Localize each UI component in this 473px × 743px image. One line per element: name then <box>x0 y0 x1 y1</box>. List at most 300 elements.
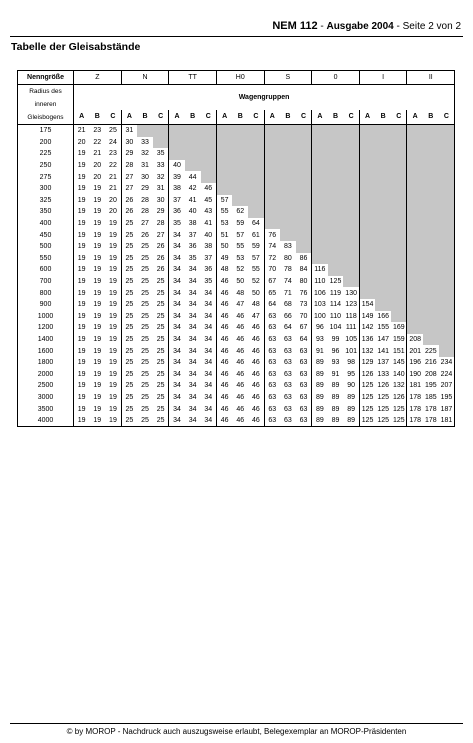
spacing-value-cell: 46 <box>236 335 245 343</box>
spacing-value-cell: 34 <box>201 368 217 380</box>
scale-header-z: Z <box>74 71 122 85</box>
shaded-cell <box>375 137 391 149</box>
spacing-value-cell: 34 <box>188 301 197 309</box>
spacing-value-cell: 34 <box>201 299 217 311</box>
spacing-value-cell: 34 <box>173 382 181 390</box>
shaded-cell <box>280 229 296 241</box>
scale-header-ii: II <box>407 71 455 85</box>
spacing-value-cell: 25 <box>141 289 149 297</box>
spacing-value-cell: 47 <box>248 311 264 323</box>
spacing-value-cell: 27 <box>125 173 134 181</box>
shaded-cell <box>201 148 217 160</box>
spacing-value-cell: 129 <box>361 359 374 367</box>
spacing-value-cell: 19 <box>93 266 102 274</box>
table-row <box>18 368 455 380</box>
spacing-value-cell: 26 <box>153 241 169 253</box>
spacing-value-cell: 34 <box>188 382 197 390</box>
spacing-value-cell: 46 <box>236 370 245 378</box>
shaded-cell <box>407 171 423 183</box>
shaded-cell <box>232 148 248 160</box>
radius-cell: 1400 <box>18 334 74 346</box>
table-row <box>18 380 455 392</box>
spacing-value-cell: 125 <box>361 393 374 401</box>
spacing-value-cell: 63 <box>283 393 292 401</box>
subgroup-header-row <box>18 110 455 125</box>
shaded-cell <box>328 171 344 183</box>
shaded-cell <box>439 218 455 230</box>
spacing-value-cell: 61 <box>248 229 264 241</box>
spacing-value-cell: 20 <box>77 138 86 146</box>
spacing-value-cell: 29 <box>153 206 169 218</box>
spacing-value-cell: 64 <box>248 218 264 230</box>
spacing-value-cell: 34 <box>201 392 217 404</box>
spacing-value-cell: 185 <box>424 393 437 401</box>
spacing-value-cell: 71 <box>283 289 292 297</box>
subgroup-header-b: B <box>89 110 105 125</box>
spacing-value-cell: 19 <box>105 229 121 241</box>
shaded-cell <box>312 160 328 172</box>
shaded-cell <box>423 334 439 346</box>
spacing-value-cell: 19 <box>77 173 86 181</box>
spacing-value-cell: 46 <box>220 278 229 286</box>
spacing-value-cell: 19 <box>77 359 86 367</box>
spacing-value-cell: 40 <box>188 208 197 216</box>
radius-label-line: inneren <box>34 101 57 108</box>
shaded-cell <box>359 171 375 183</box>
shaded-cell <box>201 125 217 137</box>
spacing-value-cell: 116 <box>314 266 326 274</box>
spacing-value-cell: 83 <box>283 243 292 251</box>
spacing-value-cell: 25 <box>105 125 121 137</box>
radius-cell: 450 <box>18 229 74 241</box>
spacing-value-cell: 52 <box>248 276 264 288</box>
shaded-cell <box>343 218 359 230</box>
spacing-value-cell: 19 <box>93 301 102 309</box>
spacing-value-cell: 19 <box>77 405 86 413</box>
scale-header-n: N <box>121 71 169 85</box>
spacing-value-cell: 63 <box>268 312 277 320</box>
spacing-value-cell: 62 <box>236 208 245 216</box>
spacing-value-cell: 63 <box>268 359 277 367</box>
page-number: Seite 2 von 2 <box>402 21 461 32</box>
spacing-value-cell: 34 <box>201 334 217 346</box>
table-row <box>18 322 455 334</box>
spacing-value-cell: 25 <box>141 347 149 355</box>
spacing-value-cell: 159 <box>391 334 407 346</box>
subgroup-header-c: C <box>105 110 121 125</box>
spacing-value-cell: 96 <box>331 347 340 355</box>
spacing-value-cell: 89 <box>343 415 359 427</box>
shaded-cell <box>328 160 344 172</box>
spacing-value-cell: 34 <box>173 393 181 401</box>
spacing-value-cell: 195 <box>424 382 437 390</box>
shaded-cell <box>391 276 407 288</box>
spacing-value-cell: 20 <box>93 173 102 181</box>
spacing-value-cell: 46 <box>220 359 229 367</box>
shaded-cell <box>328 183 344 195</box>
shaded-cell <box>375 253 391 265</box>
spacing-value-cell: 25 <box>125 266 134 274</box>
spacing-value-cell: 25 <box>153 380 169 392</box>
radius-label-line: Radius des <box>29 88 62 95</box>
shaded-cell <box>137 125 153 137</box>
header-rule <box>10 36 463 37</box>
radius-cell: 200 <box>18 137 74 149</box>
shaded-cell <box>343 276 359 288</box>
spacing-value-cell: 19 <box>105 241 121 253</box>
spacing-value-cell: 25 <box>125 405 134 413</box>
spacing-value-cell: 216 <box>424 359 437 367</box>
spacing-value-cell: 34 <box>173 370 181 378</box>
spacing-value-cell: 19 <box>93 254 102 262</box>
shaded-cell <box>423 241 439 253</box>
shaded-cell <box>423 311 439 323</box>
spacing-value-cell: 23 <box>105 148 121 160</box>
shaded-cell <box>439 148 455 160</box>
spacing-value-cell: 38 <box>173 185 181 193</box>
spacing-value-cell: 93 <box>331 359 340 367</box>
radius-cell: 250 <box>18 160 74 172</box>
shaded-cell <box>423 125 439 137</box>
spacing-value-cell: 66 <box>283 312 292 320</box>
spacing-value-cell: 52 <box>236 266 245 274</box>
spacing-value-cell: 34 <box>188 347 197 355</box>
spacing-value-cell: 19 <box>105 368 121 380</box>
shaded-cell <box>391 125 407 137</box>
spacing-value-cell: 32 <box>141 150 149 158</box>
spacing-value-cell: 126 <box>391 392 407 404</box>
spacing-value-cell: 47 <box>236 301 245 309</box>
subgroup-header-c: C <box>296 110 312 125</box>
spacing-value-cell: 80 <box>283 254 292 262</box>
shaded-cell <box>375 287 391 299</box>
spacing-value-cell: 80 <box>296 276 312 288</box>
spacing-value-cell: 141 <box>377 347 389 355</box>
spacing-value-cell: 89 <box>343 392 359 404</box>
spacing-value-cell: 125 <box>375 415 391 427</box>
spacing-value-cell: 63 <box>268 382 277 390</box>
spacing-value-cell: 125 <box>377 405 389 413</box>
spacing-value-cell: 208 <box>409 335 421 343</box>
shaded-cell <box>312 125 328 137</box>
shaded-cell <box>248 137 264 149</box>
spacing-value-cell: 19 <box>77 185 86 193</box>
spacing-value-cell: 36 <box>201 264 217 276</box>
spacing-value-cell: 34 <box>188 370 197 378</box>
spacing-value-cell: 30 <box>141 173 149 181</box>
spacing-value-cell: 27 <box>141 220 149 228</box>
shaded-cell <box>407 206 423 218</box>
spacing-value-cell: 178 <box>407 415 423 427</box>
shaded-cell <box>248 148 264 160</box>
spacing-value-cell: 46 <box>220 405 229 413</box>
spacing-value-cell: 224 <box>439 368 455 380</box>
shaded-cell <box>185 160 201 172</box>
spacing-value-cell: 89 <box>343 403 359 415</box>
spacing-value-cell: 21 <box>105 183 121 195</box>
spacing-value-cell: 114 <box>329 301 342 309</box>
spacing-value-cell: 63 <box>283 335 292 343</box>
shaded-cell <box>439 299 455 311</box>
spacing-value-cell: 26 <box>153 253 169 265</box>
table-row <box>18 253 455 265</box>
spacing-value-cell: 67 <box>296 322 312 334</box>
shaded-cell <box>391 171 407 183</box>
shaded-cell <box>439 334 455 346</box>
spacing-value-cell: 140 <box>391 368 407 380</box>
spacing-value-cell: 63 <box>296 357 312 369</box>
spacing-value-cell: 208 <box>424 370 437 378</box>
shaded-cell <box>248 206 264 218</box>
spacing-value-cell: 72 <box>268 254 277 262</box>
shaded-cell <box>375 160 391 172</box>
spacing-value-cell: 64 <box>283 324 292 332</box>
spacing-value-cell: 89 <box>331 393 340 401</box>
spacing-value-cell: 34 <box>173 278 181 286</box>
shaded-cell <box>328 125 344 137</box>
spacing-value-cell: 169 <box>391 322 407 334</box>
scale-header-0: 0 <box>312 71 360 85</box>
shaded-cell <box>439 137 455 149</box>
shaded-cell <box>280 218 296 230</box>
spacing-value-cell: 145 <box>391 357 407 369</box>
spacing-value-cell: 19 <box>93 289 102 297</box>
shaded-cell <box>264 183 280 195</box>
shaded-cell <box>280 160 296 172</box>
spacing-value-cell: 63 <box>296 415 312 427</box>
spacing-value-cell: 34 <box>188 359 197 367</box>
shaded-cell <box>153 137 169 149</box>
shaded-cell <box>201 171 217 183</box>
spacing-value-cell: 50 <box>248 287 264 299</box>
spacing-value-cell: 63 <box>268 324 277 332</box>
spacing-value-cell: 25 <box>125 393 134 401</box>
shaded-cell <box>439 125 455 137</box>
shaded-cell <box>407 148 423 160</box>
shaded-cell <box>407 322 423 334</box>
shaded-cell <box>153 125 169 137</box>
spacing-value-cell: 95 <box>343 368 359 380</box>
shaded-cell <box>264 137 280 149</box>
shaded-cell <box>375 264 391 276</box>
shaded-cell <box>312 171 328 183</box>
shaded-cell <box>423 148 439 160</box>
spacing-value-cell: 50 <box>220 243 229 251</box>
spacing-value-cell: 70 <box>296 311 312 323</box>
shaded-cell <box>216 137 232 149</box>
spacing-value-cell: 104 <box>329 324 342 332</box>
spacing-value-cell: 125 <box>391 403 407 415</box>
spacing-value-cell: 25 <box>125 231 134 239</box>
shaded-cell <box>407 183 423 195</box>
shaded-cell <box>439 195 455 207</box>
shaded-cell <box>343 241 359 253</box>
spacing-value-cell: 25 <box>141 335 149 343</box>
spacing-value-cell: 31 <box>153 183 169 195</box>
shaded-cell <box>359 206 375 218</box>
spacing-value-cell: 46 <box>248 357 264 369</box>
spacing-value-cell: 132 <box>361 347 374 355</box>
spacing-value-cell: 34 <box>188 289 197 297</box>
spacing-value-cell: 46 <box>220 347 229 355</box>
subgroup-header-c: C <box>153 110 169 125</box>
spacing-value-cell: 105 <box>343 334 359 346</box>
shaded-cell <box>232 137 248 149</box>
spacing-value-cell: 63 <box>268 370 277 378</box>
spacing-value-cell: 154 <box>361 301 374 309</box>
shaded-cell <box>439 183 455 195</box>
spacing-value-cell: 40 <box>201 229 217 241</box>
spacing-value-cell: 34 <box>201 311 217 323</box>
spacing-value-cell: 63 <box>283 405 292 413</box>
spacing-value-cell: 34 <box>201 345 217 357</box>
spacing-value-cell: 125 <box>391 415 407 427</box>
subgroup-header-a: A <box>169 110 185 125</box>
radius-cell: 3000 <box>18 392 74 404</box>
shaded-cell <box>185 125 201 137</box>
radius-cell: 700 <box>18 276 74 288</box>
spacing-value-cell: 19 <box>105 253 121 265</box>
spacing-value-cell: 19 <box>93 208 102 216</box>
spacing-value-cell: 25 <box>153 403 169 415</box>
spacing-value-cell: 19 <box>93 370 102 378</box>
shaded-cell <box>359 276 375 288</box>
spacing-value-cell: 149 <box>361 312 374 320</box>
shaded-cell <box>232 171 248 183</box>
subgroup-header-b: B <box>232 110 248 125</box>
shaded-cell <box>359 125 375 137</box>
spacing-value-cell: 27 <box>125 185 134 193</box>
shaded-cell <box>391 183 407 195</box>
spacing-value-cell: 46 <box>201 183 217 195</box>
spacing-value-cell: 24 <box>105 137 121 149</box>
subgroup-header-b: B <box>185 110 201 125</box>
spacing-value-cell: 46 <box>220 312 229 320</box>
spacing-value-cell: 19 <box>105 334 121 346</box>
spacing-value-cell: 19 <box>77 370 86 378</box>
spacing-value-cell: 21 <box>105 171 121 183</box>
spacing-value-cell: 34 <box>188 278 197 286</box>
spacing-value-cell: 63 <box>283 359 292 367</box>
spacing-value-cell: 30 <box>153 195 169 207</box>
shaded-cell <box>375 183 391 195</box>
scale-header-row <box>18 71 455 85</box>
spacing-value-cell: 20 <box>105 195 121 207</box>
table-row <box>18 299 455 311</box>
spacing-value-cell: 89 <box>331 405 340 413</box>
shaded-cell <box>407 253 423 265</box>
shaded-cell <box>375 229 391 241</box>
shaded-cell <box>375 241 391 253</box>
table-row <box>18 241 455 253</box>
spacing-value-cell: 28 <box>141 208 149 216</box>
spacing-value-cell: 166 <box>377 312 389 320</box>
shaded-cell <box>391 206 407 218</box>
shaded-cell <box>328 229 344 241</box>
shaded-cell <box>439 206 455 218</box>
spacing-value-cell: 25 <box>125 301 134 309</box>
spacing-value-cell: 43 <box>201 206 217 218</box>
shaded-cell <box>280 183 296 195</box>
shaded-cell <box>312 218 328 230</box>
spacing-value-cell: 34 <box>173 231 181 239</box>
spacing-value-cell: 98 <box>343 357 359 369</box>
radius-cell: 1000 <box>18 311 74 323</box>
shaded-cell <box>391 241 407 253</box>
shaded-cell <box>296 206 312 218</box>
spacing-value-cell: 125 <box>359 415 375 427</box>
scale-column-label: Nenngröße <box>18 71 74 85</box>
shaded-cell <box>407 241 423 253</box>
subgroup-header-c: C <box>439 110 455 125</box>
radius-cell: 1600 <box>18 345 74 357</box>
spacing-value-cell: 25 <box>153 392 169 404</box>
spacing-value-cell: 25 <box>125 220 134 228</box>
shaded-cell <box>201 137 217 149</box>
subgroup-header-c: C <box>201 110 217 125</box>
spacing-value-cell: 178 <box>409 405 421 413</box>
subgroup-header-a: A <box>121 110 137 125</box>
shaded-cell <box>343 253 359 265</box>
shaded-cell <box>407 264 423 276</box>
shaded-cell <box>423 183 439 195</box>
spacing-value-cell: 19 <box>105 264 121 276</box>
shaded-cell <box>359 287 375 299</box>
spacing-value-cell: 53 <box>220 220 229 228</box>
spacing-value-cell: 25 <box>153 299 169 311</box>
spacing-value-cell: 25 <box>141 370 149 378</box>
spacing-value-cell: 19 <box>93 324 102 332</box>
spacing-value-cell: 25 <box>125 347 134 355</box>
spacing-value-cell: 130 <box>343 287 359 299</box>
spacing-value-cell: 89 <box>315 405 324 413</box>
shaded-cell <box>391 195 407 207</box>
shaded-cell <box>375 195 391 207</box>
spacing-value-cell: 19 <box>93 359 102 367</box>
spacing-value-cell: 25 <box>141 266 149 274</box>
shaded-cell <box>407 299 423 311</box>
subgroup-header-b: B <box>328 110 344 125</box>
spacing-value-cell: 64 <box>268 301 277 309</box>
radius-cell: 350 <box>18 206 74 218</box>
spacing-value-cell: 21 <box>93 150 102 158</box>
spacing-value-cell: 34 <box>188 266 197 274</box>
shaded-cell <box>391 253 407 265</box>
spacing-value-cell: 34 <box>201 357 217 369</box>
table-row <box>18 206 455 218</box>
spacing-value-cell: 19 <box>105 403 121 415</box>
shaded-cell <box>407 195 423 207</box>
spacing-value-cell: 19 <box>77 231 86 239</box>
shaded-cell <box>296 171 312 183</box>
spacing-value-cell: 73 <box>296 299 312 311</box>
shaded-cell <box>359 148 375 160</box>
spacing-value-cell: 125 <box>361 382 374 390</box>
spacing-value-cell: 19 <box>93 185 102 193</box>
spacing-value-cell: 25 <box>125 278 134 286</box>
shaded-cell <box>264 218 280 230</box>
spacing-value-cell: 34 <box>188 405 197 413</box>
spacing-value-cell: 49 <box>220 254 229 262</box>
subgroup-header-a: A <box>359 110 375 125</box>
table-row <box>18 287 455 299</box>
spacing-value-cell: 46 <box>236 359 245 367</box>
shaded-cell <box>312 229 328 241</box>
spacing-value-cell: 46 <box>248 380 264 392</box>
spacing-value-cell: 25 <box>153 311 169 323</box>
spacing-value-cell: 31 <box>141 162 149 170</box>
spacing-value-cell: 187 <box>439 403 455 415</box>
